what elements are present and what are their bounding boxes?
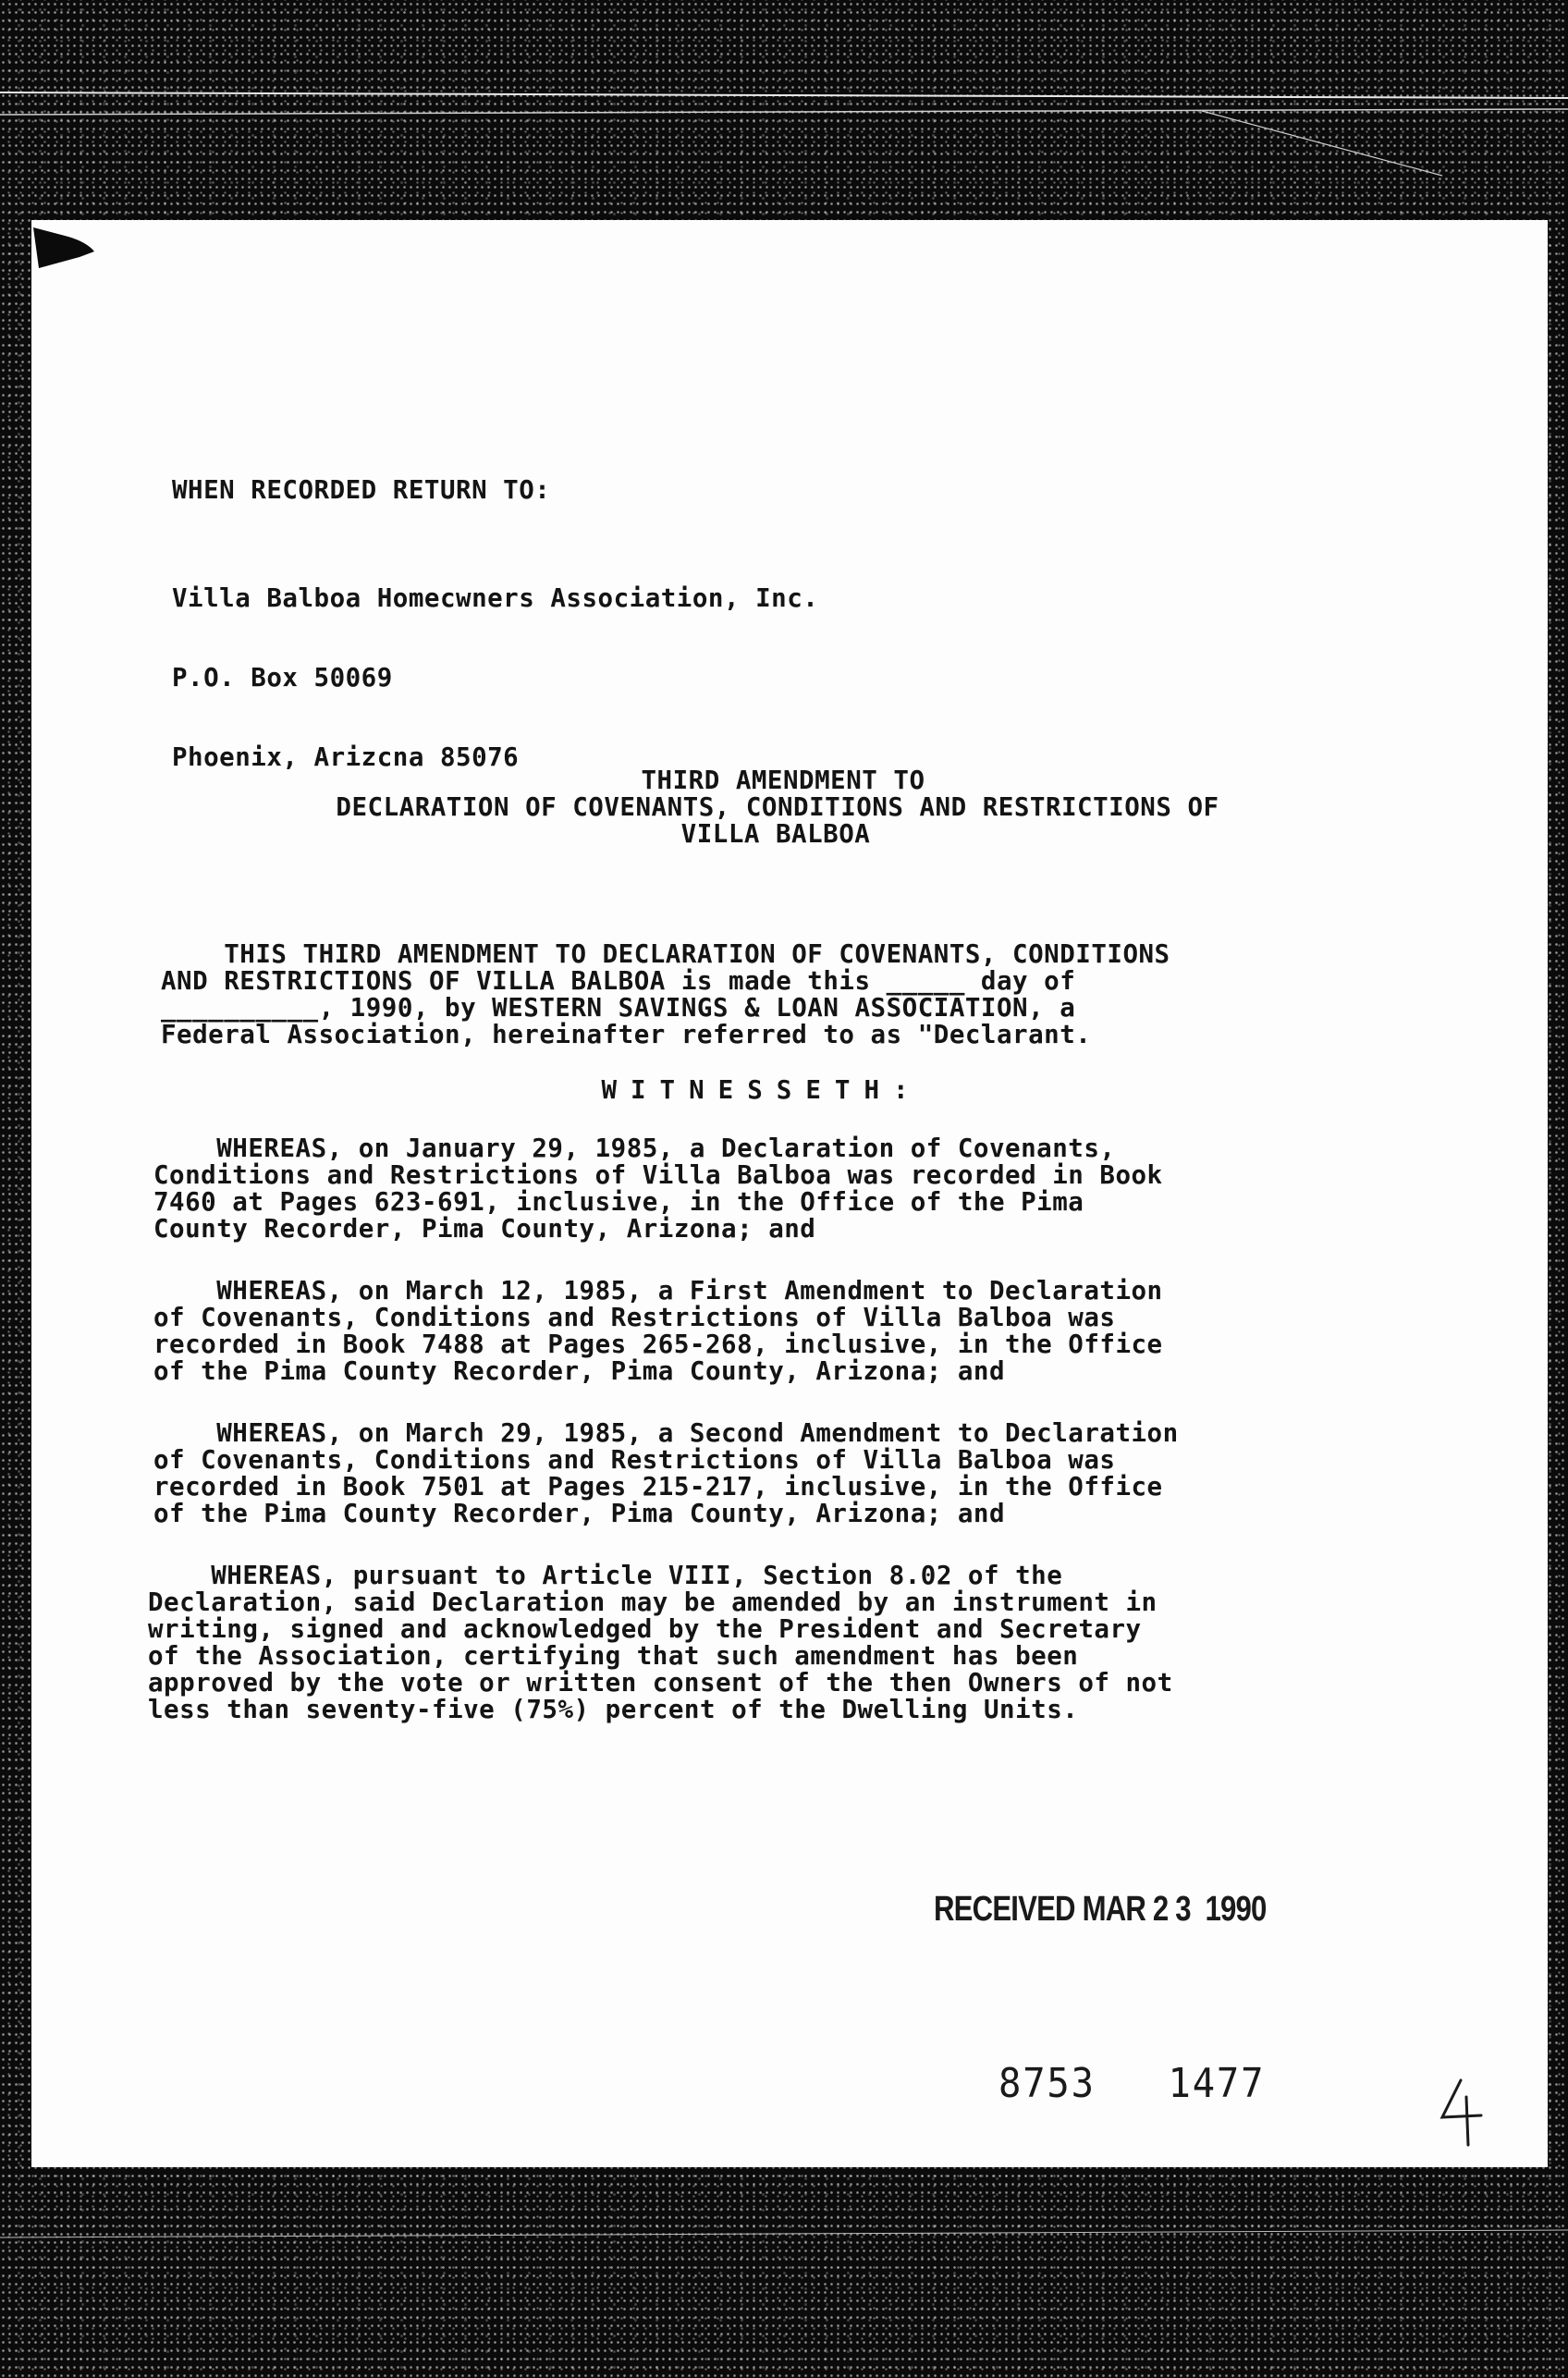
whereas-line: WHEREAS, pursuant to Article VIII, Section 8.02 of the xyxy=(148,1561,1063,1590)
whereas-line: of Covenants, Conditions and Restrictions of Villa Balboa was xyxy=(153,1303,1116,1332)
whereas-paragraph-4 xyxy=(148,1563,1173,1723)
docket-number: 8753 1477 xyxy=(998,2060,1266,2107)
whereas-paragraph-2 xyxy=(153,1278,1163,1385)
witnesseth-heading: WITNESSETH: xyxy=(601,1075,923,1105)
whereas-line: of Covenants, Conditions and Restrictions of Villa Balboa was xyxy=(153,1445,1116,1475)
whereas-line: recorded in Book 7488 at Pages 265-268, inclusive, in the Office xyxy=(153,1330,1163,1359)
received-date-stamp: RECEIVED MAR 2 3 1990 xyxy=(934,1890,1267,1929)
whereas-line: writing, signed and acknowledged by the President and Secretary xyxy=(148,1614,1142,1644)
whereas-line: 7460 at Pages 623-691, inclusive, in the Office of the Pima xyxy=(153,1187,1084,1217)
whereas-line: of the Pima County Recorder, Pima County, Arizona; and xyxy=(153,1356,1006,1386)
document-title xyxy=(31,767,1548,848)
whereas-line: WHEREAS, on March 12, 1985, a First Amendment to Declaration xyxy=(153,1276,1163,1305)
whereas-line: County Recorder, Pima County, Arizona; and xyxy=(153,1214,816,1244)
return-address-line: Villa Balboa Homecwners Association, Inc. xyxy=(172,583,819,613)
return-address-line: P.O. Box 50069 xyxy=(172,663,393,693)
intro-line: THIS THIRD AMENDMENT TO DECLARATION OF COVENANTS, CONDITIONS xyxy=(161,939,1170,969)
intro-line: AND RESTRICTIONS OF VILLA BALBOA is made this _____ day of xyxy=(161,966,1076,996)
whereas-line: Conditions and Restrictions of Villa Balboa was recorded in Book xyxy=(153,1160,1163,1190)
return-address-line: Phoenix, Arizcna 85076 xyxy=(172,742,520,772)
intro-paragraph xyxy=(161,941,1455,1048)
title-line: DECLARATION OF COVENANTS, CONDITIONS AND RESTRICTIONS OF xyxy=(336,792,1219,822)
whereas-line: Declaration, said Declaration may be amended by an instrument in xyxy=(148,1587,1158,1617)
intro-line: Federal Association, hereinafter referred to as "Declarant. xyxy=(161,1020,1092,1049)
whereas-line: recorded in Book 7501 at Pages 215-217, inclusive, in the Office xyxy=(153,1472,1163,1502)
title-line: THIRD AMENDMENT TO xyxy=(641,766,925,795)
return-address-block xyxy=(172,423,818,824)
whereas-line: of the Association, certifying that such amendment has been xyxy=(148,1641,1079,1671)
handwritten-page-number xyxy=(1433,2075,1488,2149)
intro-line: __________, 1990, by WESTERN SAVINGS & LOAN ASSOCIATION, a xyxy=(161,993,1076,1023)
whereas-line: approved by the vote or written consent of the then Owners of not xyxy=(148,1668,1173,1698)
document-page xyxy=(31,220,1548,2167)
whereas-paragraph-1 xyxy=(153,1135,1163,1243)
whereas-paragraph-3 xyxy=(153,1420,1179,1527)
whereas-line: WHEREAS, on March 29, 1985, a Second Amendment to Declaration xyxy=(153,1418,1179,1448)
return-heading: WHEN RECORDED RETURN TO: xyxy=(172,475,551,505)
corner-fold-mark xyxy=(31,220,133,303)
whereas-line: WHEREAS, on January 29, 1985, a Declaration of Covenants, xyxy=(153,1134,1116,1163)
whereas-line: of the Pima County Recorder, Pima County, Arizona; and xyxy=(153,1499,1006,1528)
whereas-line: less than seventy-five (75%) percent of the Dwelling Units. xyxy=(148,1695,1079,1724)
title-line: VILLA BALBOA xyxy=(680,819,871,849)
